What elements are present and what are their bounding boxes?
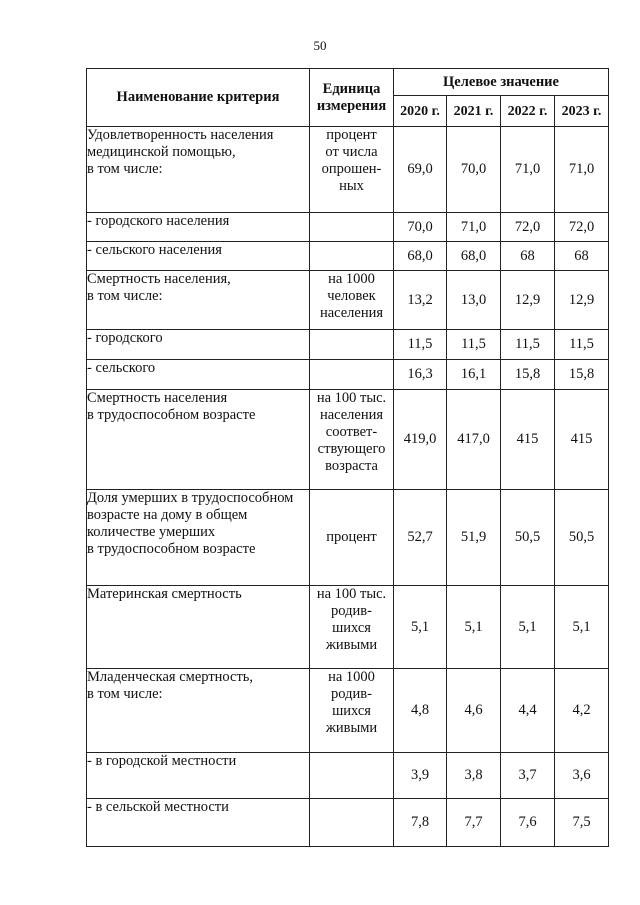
value-cell: 71,0: [501, 127, 555, 213]
unit-cell: [310, 127, 394, 213]
unit-cell: [310, 330, 394, 360]
criterion-line: медицинской помощью,: [87, 144, 236, 160]
value-cell: 13,2: [394, 271, 447, 330]
value-cell: 15,8: [501, 360, 555, 390]
unit-cell: [310, 586, 394, 669]
unit-line: шихся: [332, 620, 371, 636]
criterion-line: Младенческая смертность,: [87, 669, 254, 685]
value-cell: 71,0: [555, 127, 609, 213]
value-cell: 11,5: [501, 330, 555, 360]
value-cell: 68,0: [447, 242, 501, 271]
unit-line: на 1000: [328, 271, 375, 287]
criterion-cell: [87, 330, 310, 360]
value-cell: 70,0: [447, 127, 501, 213]
criterion-line: - сельского: [87, 360, 156, 376]
page-number: 50: [313, 38, 327, 53]
table-row: [87, 490, 609, 586]
value-cell: 68,0: [394, 242, 447, 271]
value-cell: 7,8: [394, 799, 447, 847]
value-cell: 16,1: [447, 360, 501, 390]
unit-line: опрошен-: [321, 161, 382, 177]
value-cell: 5,1: [394, 586, 447, 669]
value-cell: 5,1: [501, 586, 555, 669]
unit-line: шихся: [332, 703, 371, 719]
value-cell: 7,7: [447, 799, 501, 847]
criterion-cell: [87, 586, 310, 669]
criterion-line: Материнская смертность: [87, 586, 242, 602]
target-values-table: [86, 68, 609, 847]
value-cell: 3,6: [555, 753, 609, 799]
value-cell: 72,0: [501, 213, 555, 242]
value-cell: 7,6: [501, 799, 555, 847]
value-cell: 419,0: [394, 390, 447, 490]
table-row: [87, 242, 609, 271]
table-row: [87, 127, 609, 213]
value-cell: 4,4: [501, 669, 555, 753]
unit-line: соответ-: [325, 424, 378, 440]
unit-line: процент: [326, 529, 377, 545]
value-cell: 417,0: [447, 390, 501, 490]
value-cell: 69,0: [394, 127, 447, 213]
criterion-cell: [87, 490, 310, 586]
unit-line: населения: [319, 407, 384, 423]
criterion-line: Смертность населения: [87, 390, 228, 406]
value-cell: 16,3: [394, 360, 447, 390]
value-cell: 4,8: [394, 669, 447, 753]
criterion-line: - городского: [87, 330, 163, 346]
unit-line: живыми: [325, 637, 378, 653]
unit-line: человек: [327, 288, 376, 304]
unit-header-line: Единица: [322, 80, 381, 97]
criterion-line: - городского населения: [87, 213, 230, 229]
value-cell: 12,9: [501, 271, 555, 330]
table-row: [87, 213, 609, 242]
unit-cell: [310, 213, 394, 242]
criterion-line: - в городской местности: [87, 753, 237, 769]
criterion-line: в том числе:: [87, 288, 163, 304]
table-row: [87, 271, 609, 330]
criterion-line: Доля умерших в трудоспособном: [87, 490, 294, 506]
unit-line: возраста: [325, 458, 378, 474]
criterion-header: Наименование критерия: [87, 69, 310, 127]
unit-line: родив-: [331, 686, 372, 702]
value-cell: 11,5: [394, 330, 447, 360]
value-cell: 5,1: [555, 586, 609, 669]
table-row: [87, 799, 609, 847]
value-cell: 3,7: [501, 753, 555, 799]
value-cell: 415: [501, 390, 555, 490]
unit-cell: [310, 753, 394, 799]
value-cell: 4,2: [555, 669, 609, 753]
unit-header: [310, 69, 394, 127]
unit-line: ствующего: [317, 441, 386, 457]
value-cell: 3,9: [394, 753, 447, 799]
value-cell: 11,5: [447, 330, 501, 360]
value-cell: 72,0: [555, 213, 609, 242]
unit-cell: [310, 799, 394, 847]
value-cell: 13,0: [447, 271, 501, 330]
criterion-line: в трудоспособном возрасте: [87, 407, 256, 423]
value-cell: 68: [555, 242, 609, 271]
value-cell: 5,1: [447, 586, 501, 669]
value-cell: 50,5: [501, 490, 555, 586]
criterion-cell: [87, 390, 310, 490]
table-row: [87, 586, 609, 669]
unit-line: на 100 тыс.: [316, 586, 387, 602]
value-cell: 71,0: [447, 213, 501, 242]
table-row: [87, 330, 609, 360]
criterion-line: количестве умерших: [87, 524, 216, 540]
unit-cell: [310, 271, 394, 330]
table-body: [87, 127, 609, 847]
criterion-cell: [87, 669, 310, 753]
unit-line: на 100 тыс.: [316, 390, 387, 406]
value-cell: 70,0: [394, 213, 447, 242]
criterion-line: - в сельской местности: [87, 799, 229, 815]
value-cell: 4,6: [447, 669, 501, 753]
criterion-line: в трудоспособном возрасте: [87, 541, 256, 557]
criterion-cell: [87, 242, 310, 271]
value-cell: 11,5: [555, 330, 609, 360]
unit-line: на 1000: [328, 669, 375, 685]
year-header: 2023 г.: [555, 96, 609, 127]
value-cell: 7,5: [555, 799, 609, 847]
target-value-header: Целевое значение: [394, 69, 609, 96]
table-row: [87, 669, 609, 753]
criterion-cell: [87, 799, 310, 847]
value-cell: 52,7: [394, 490, 447, 586]
table-row: [87, 753, 609, 799]
unit-cell: [310, 242, 394, 271]
value-cell: 68: [501, 242, 555, 271]
unit-line: от числа: [325, 144, 378, 160]
value-cell: 15,8: [555, 360, 609, 390]
unit-cell: [310, 360, 394, 390]
value-cell: 3,8: [447, 753, 501, 799]
value-cell: 51,9: [447, 490, 501, 586]
criterion-line: Смертность населения,: [87, 271, 231, 287]
unit-line: родив-: [331, 603, 372, 619]
criterion-cell: [87, 753, 310, 799]
criterion-cell: [87, 127, 310, 213]
criterion-line: возрасте на дому в общем: [87, 507, 248, 523]
criterion-cell: [87, 271, 310, 330]
unit-line: ных: [339, 178, 364, 194]
value-cell: 50,5: [555, 490, 609, 586]
unit-cell: [310, 390, 394, 490]
criterion-cell: [87, 360, 310, 390]
table-row: [87, 390, 609, 490]
unit-line: населения: [319, 305, 384, 321]
value-cell: 415: [555, 390, 609, 490]
unit-cell: [310, 669, 394, 753]
unit-header-line: измерения: [316, 97, 387, 114]
criterion-line: Удовлетворенность населения: [87, 127, 274, 143]
unit-line: процент: [326, 127, 377, 143]
criterion-line: - сельского населения: [87, 242, 222, 258]
table-row: [87, 360, 609, 390]
criterion-line: в том числе:: [87, 686, 163, 702]
criterion-line: в том числе:: [87, 161, 163, 177]
unit-line: живыми: [325, 720, 378, 736]
unit-cell: [310, 490, 394, 586]
value-cell: 12,9: [555, 271, 609, 330]
criterion-cell: [87, 213, 310, 242]
year-header: 2022 г.: [501, 96, 555, 127]
year-header: 2021 г.: [447, 96, 501, 127]
year-header: 2020 г.: [394, 96, 447, 127]
